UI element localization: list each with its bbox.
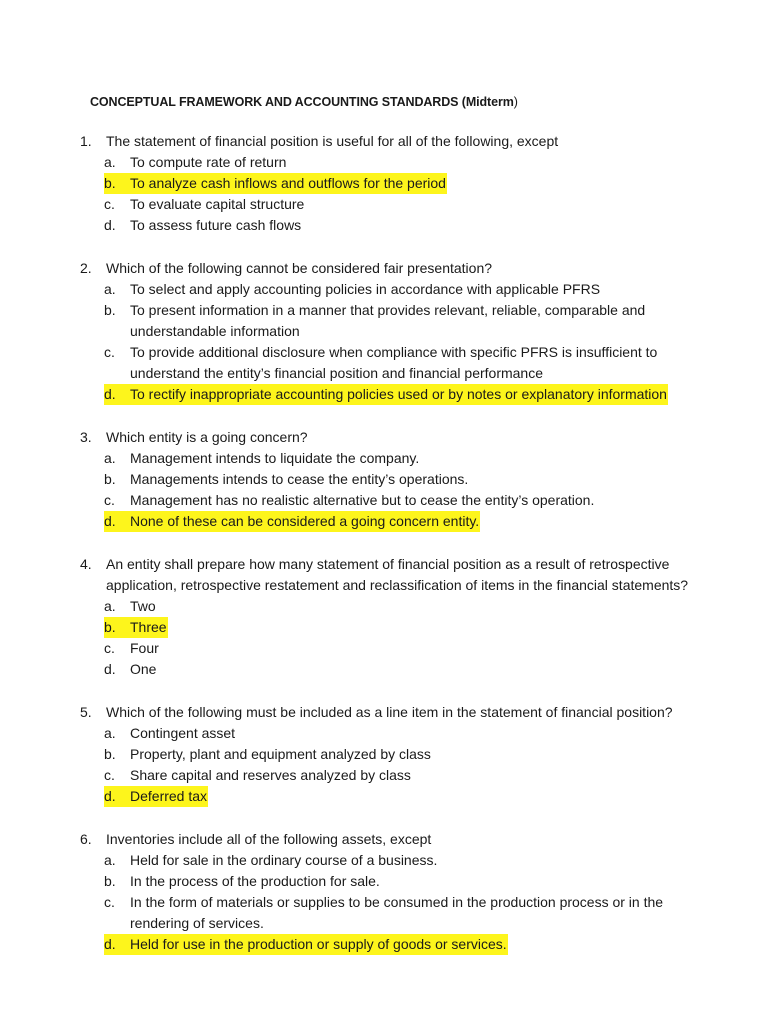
- option-text: Four: [130, 640, 159, 656]
- option-letter: b.: [104, 873, 116, 889]
- option-text: To assess future cash flows: [130, 217, 302, 233]
- option-c: [104, 490, 728, 511]
- option-text: To present information in a manner that provides relevant, reliable, comparable and understandable information: [130, 302, 646, 339]
- option-c: [104, 765, 728, 786]
- option-b: [104, 300, 728, 342]
- option-letter: a.: [104, 852, 116, 868]
- option-letter: d.: [104, 513, 116, 529]
- option-c: [104, 342, 728, 384]
- option-letter: b.: [104, 175, 116, 191]
- option-text: Management intends to liquidate the company.: [130, 450, 420, 466]
- option-a: [104, 279, 728, 300]
- question-2: [80, 258, 728, 405]
- option-letter: c.: [104, 492, 115, 508]
- question-3: [80, 427, 728, 532]
- question-5: [80, 702, 728, 807]
- option-letter: c.: [104, 767, 115, 783]
- option-text: One: [130, 661, 157, 677]
- option-d-highlighted-answer: [104, 786, 728, 807]
- option-d-highlighted-answer: [104, 511, 728, 532]
- question-number: 1.: [80, 133, 92, 149]
- question-text: Inventories include all of the following assets, except: [106, 831, 432, 847]
- option-text: To select and apply accounting policies in accordance with applicable PFRS: [130, 281, 601, 297]
- option-letter: a.: [104, 154, 116, 170]
- option-letter: b.: [104, 746, 116, 762]
- option-list: [80, 596, 728, 680]
- option-text: To compute rate of return: [130, 154, 287, 170]
- option-b: [104, 871, 728, 892]
- option-c: [104, 892, 728, 934]
- document-title: [90, 93, 728, 111]
- question-number: 2.: [80, 260, 92, 276]
- option-b: [104, 469, 728, 490]
- option-text: Property, plant and equipment analyzed by class: [130, 746, 431, 762]
- option-letter: c.: [104, 196, 115, 212]
- question-number: 6.: [80, 831, 92, 847]
- option-text: Held for use in the production or supply of goods or services.: [130, 936, 507, 952]
- option-text: Deferred tax: [130, 788, 208, 804]
- option-b: [104, 744, 728, 765]
- option-text: To evaluate capital structure: [130, 196, 305, 212]
- option-letter: a.: [104, 450, 116, 466]
- question-4: [80, 554, 728, 680]
- option-text: Contingent asset: [130, 725, 236, 741]
- option-d: [104, 215, 728, 236]
- option-c: [104, 194, 728, 215]
- option-letter: d.: [104, 386, 116, 402]
- option-c: [104, 638, 728, 659]
- question-text: Which of the following cannot be considered fair presentation?: [106, 260, 493, 276]
- option-text: To provide additional disclosure when compliance with specific PFRS is insufficient to understand the entity’s financial position and financial performance: [130, 344, 658, 381]
- question-text: The statement of financial position is useful for all of the following, except: [106, 133, 559, 149]
- option-text: In the process of the production for sale.: [130, 873, 380, 889]
- title-bold-text: CONCEPTUAL FRAMEWORK AND ACCOUNTING STANDARDS (Midterm: [90, 95, 514, 109]
- option-text: To rectify inappropriate accounting policies used or by notes or explanatory information: [130, 386, 667, 402]
- option-letter: b.: [104, 619, 116, 635]
- option-a: [104, 448, 728, 469]
- option-letter: c.: [104, 344, 115, 360]
- question-text: Which entity is a going concern?: [106, 429, 308, 445]
- option-letter: c.: [104, 640, 115, 656]
- option-a: [104, 850, 728, 871]
- option-letter: d.: [104, 788, 116, 804]
- question-6: [80, 829, 728, 955]
- option-letter: b.: [104, 471, 116, 487]
- question-list: [80, 131, 728, 955]
- option-list: [80, 448, 728, 532]
- option-d: [104, 659, 728, 680]
- option-letter: d.: [104, 661, 116, 677]
- option-list: [80, 850, 728, 955]
- option-letter: d.: [104, 936, 116, 952]
- option-text: To analyze cash inflows and outflows for the period: [130, 175, 446, 191]
- option-text: Two: [130, 598, 156, 614]
- option-letter: d.: [104, 217, 116, 233]
- option-list: [80, 723, 728, 807]
- option-text: In the form of materials or supplies to be consumed in the production process or in the rendering of services.: [130, 894, 664, 931]
- option-b-highlighted-answer: [104, 173, 728, 194]
- option-a: [104, 152, 728, 173]
- option-text: Three: [130, 619, 167, 635]
- option-text: Share capital and reserves analyzed by class: [130, 767, 411, 783]
- option-letter: a.: [104, 725, 116, 741]
- title-closing-paren: ): [513, 95, 518, 109]
- option-letter: a.: [104, 281, 116, 297]
- question-number: 5.: [80, 704, 92, 720]
- question-1: [80, 131, 728, 236]
- option-letter: c.: [104, 894, 115, 910]
- option-text: Held for sale in the ordinary course of a business.: [130, 852, 438, 868]
- option-letter: a.: [104, 598, 116, 614]
- option-d-highlighted-answer: [104, 384, 728, 405]
- option-a: [104, 723, 728, 744]
- option-letter: b.: [104, 302, 116, 318]
- option-text: Management has no realistic alternative but to cease the entity’s operation.: [130, 492, 595, 508]
- option-text: None of these can be considered a going concern entity.: [130, 513, 480, 529]
- option-d-highlighted-answer: [104, 934, 728, 955]
- question-number: 4.: [80, 556, 92, 572]
- option-a: [104, 596, 728, 617]
- question-number: 3.: [80, 429, 92, 445]
- question-text: Which of the following must be included as a line item in the statement of financial position?: [106, 704, 673, 720]
- question-text: An entity shall prepare how many statement of financial position as a result of retrospective application, retrospective restatement and reclassification of items in the financial statements?: [106, 556, 689, 593]
- option-b-highlighted-answer: [104, 617, 728, 638]
- option-list: [80, 152, 728, 236]
- option-text: Managements intends to cease the entity’s operations.: [130, 471, 469, 487]
- option-list: [80, 279, 728, 405]
